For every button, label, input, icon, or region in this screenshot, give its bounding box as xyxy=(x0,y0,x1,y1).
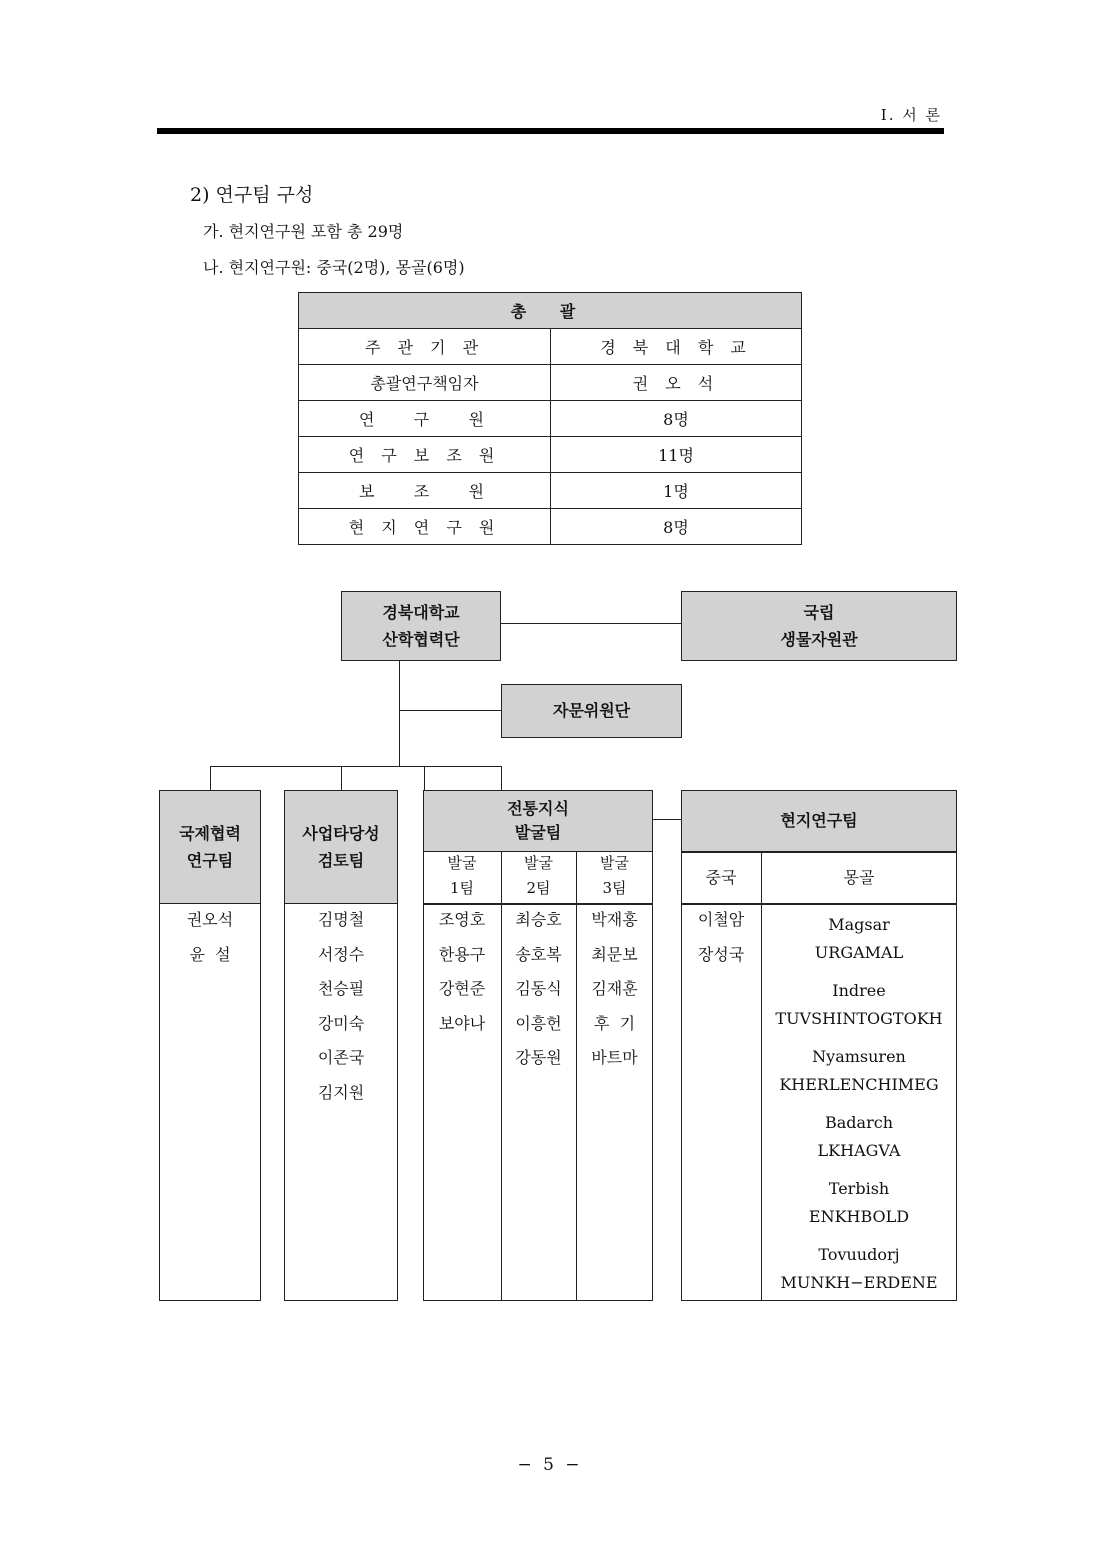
local-team-header: 현지연구팀 xyxy=(681,790,957,852)
member-name: 최문보 xyxy=(591,944,638,964)
member-name: 조영호 xyxy=(438,910,486,929)
mongolia-members xyxy=(761,911,957,1307)
member-name: 천승필 xyxy=(317,979,365,998)
connector-line xyxy=(681,851,957,853)
member-name: 이철암 xyxy=(697,910,745,929)
member-family-name: MUNKH−ERDENE xyxy=(780,1273,938,1292)
connector-line xyxy=(210,766,501,767)
member-family-name: ENKHBOLD xyxy=(808,1207,910,1226)
member-given-name: Nyamsuren xyxy=(812,1047,906,1066)
member-name: 송호복 xyxy=(515,944,562,964)
bullet-total: 가. 현지연구원 포함 총 29명 xyxy=(203,222,404,241)
row-value: 8명 xyxy=(551,509,802,545)
partner-org-box: 국립 생물자원관 xyxy=(681,591,957,661)
member-name: 한용구 xyxy=(438,944,486,964)
connector-line xyxy=(501,766,502,790)
member-name: 강동원 xyxy=(515,1048,562,1067)
list-item xyxy=(761,911,957,977)
list-item xyxy=(761,1109,957,1175)
feasibility-team-header: 사업타당성 검토팀 xyxy=(284,790,398,904)
intl-members xyxy=(159,903,261,972)
member-family-name: TUVSHINTOGTOKH xyxy=(775,1009,943,1028)
china-members xyxy=(681,903,761,972)
feasibility-members xyxy=(284,903,398,1110)
table-row xyxy=(299,437,802,473)
list-item xyxy=(761,1175,957,1241)
member-name: 보야나 xyxy=(438,1013,486,1033)
subteam-label: 발굴 1팀 xyxy=(447,854,477,897)
row-label: 총괄연구책임자 xyxy=(299,365,551,401)
subteam-1-members xyxy=(423,903,501,1041)
member-given-name: Magsar xyxy=(828,915,890,934)
subteam-3-members xyxy=(576,903,653,1076)
member-family-name: KHERLENCHIMEG xyxy=(779,1075,939,1094)
connector-line xyxy=(341,766,342,790)
header-rule xyxy=(157,128,944,134)
subteam-label: 발굴 2팀 xyxy=(524,854,553,897)
member-name: 강미숙 xyxy=(317,1013,365,1033)
connector-line xyxy=(399,710,501,711)
lead-org-box: 경북대학교 산학협력단 xyxy=(341,591,501,661)
member-name: 김명철 xyxy=(317,910,365,929)
table-row xyxy=(299,329,802,365)
member-name: 최승호 xyxy=(515,910,562,929)
member-family-name: URGAMAL xyxy=(814,943,904,962)
table-row xyxy=(299,401,802,437)
table-row xyxy=(299,365,802,401)
advisory-box: 자문위원단 xyxy=(501,684,682,738)
member-name: 장성국 xyxy=(697,944,745,964)
list-item xyxy=(761,977,957,1043)
row-value: 권 오 석 xyxy=(551,365,802,401)
member-given-name: Terbish xyxy=(828,1179,890,1198)
table-row xyxy=(299,473,802,509)
member-name: 바트마 xyxy=(591,1048,638,1067)
member-name: 이존국 xyxy=(317,1048,365,1067)
table-row xyxy=(299,509,802,545)
china-label: 중국 xyxy=(705,868,737,887)
row-label: 주 관 기 관 xyxy=(299,329,551,365)
member-name: 윤 설 xyxy=(189,944,231,964)
row-value: 8명 xyxy=(551,401,802,437)
member-name: 서정수 xyxy=(317,944,365,964)
subteam-2-members xyxy=(501,903,576,1076)
member-name: 이흥헌 xyxy=(515,1013,562,1033)
member-name: 후 기 xyxy=(593,1013,636,1033)
member-name: 박재홍 xyxy=(591,910,638,929)
member-given-name: Indree xyxy=(832,981,886,1000)
member-name: 김재훈 xyxy=(591,979,638,998)
connector-line xyxy=(399,661,400,766)
connector-line xyxy=(424,766,425,790)
member-family-name: LKHAGVA xyxy=(817,1141,901,1160)
connector-line xyxy=(652,819,681,820)
list-item xyxy=(761,1241,957,1307)
member-name: 권오석 xyxy=(186,910,234,929)
row-label: 보 조 원 xyxy=(299,473,551,509)
mongolia-label: 몽골 xyxy=(843,868,875,887)
section-heading: 2) 연구팀 구성 xyxy=(190,184,314,206)
member-name: 김지원 xyxy=(317,1082,365,1102)
row-value: 경 북 대 학 교 xyxy=(551,329,802,365)
summary-title: 총 괄 xyxy=(299,293,802,329)
row-label: 연 구 원 xyxy=(299,401,551,437)
intl-team-header: 국제협력 연구팀 xyxy=(159,790,261,904)
row-label: 연 구 보 조 원 xyxy=(299,437,551,473)
summary-table xyxy=(298,292,802,545)
row-label: 현 지 연 구 원 xyxy=(299,509,551,545)
row-value: 11명 xyxy=(551,437,802,473)
bullet-local: 나. 현지연구원: 중국(2명), 몽골(6명) xyxy=(203,258,465,277)
page-number: − 5 − xyxy=(517,1455,583,1475)
subteam-label: 발굴 3팀 xyxy=(600,854,629,897)
member-given-name: Tovuudorj xyxy=(818,1245,900,1264)
running-header: I. 서 론 xyxy=(880,106,942,124)
connector-line xyxy=(501,623,681,624)
member-name: 강현준 xyxy=(438,979,486,998)
traditional-team-header: 전통지식 발굴팀 xyxy=(423,790,653,852)
list-item xyxy=(761,1043,957,1109)
connector-line xyxy=(210,766,211,790)
member-name: 김동식 xyxy=(515,979,562,998)
row-value: 1명 xyxy=(551,473,802,509)
member-given-name: Badarch xyxy=(825,1113,893,1132)
